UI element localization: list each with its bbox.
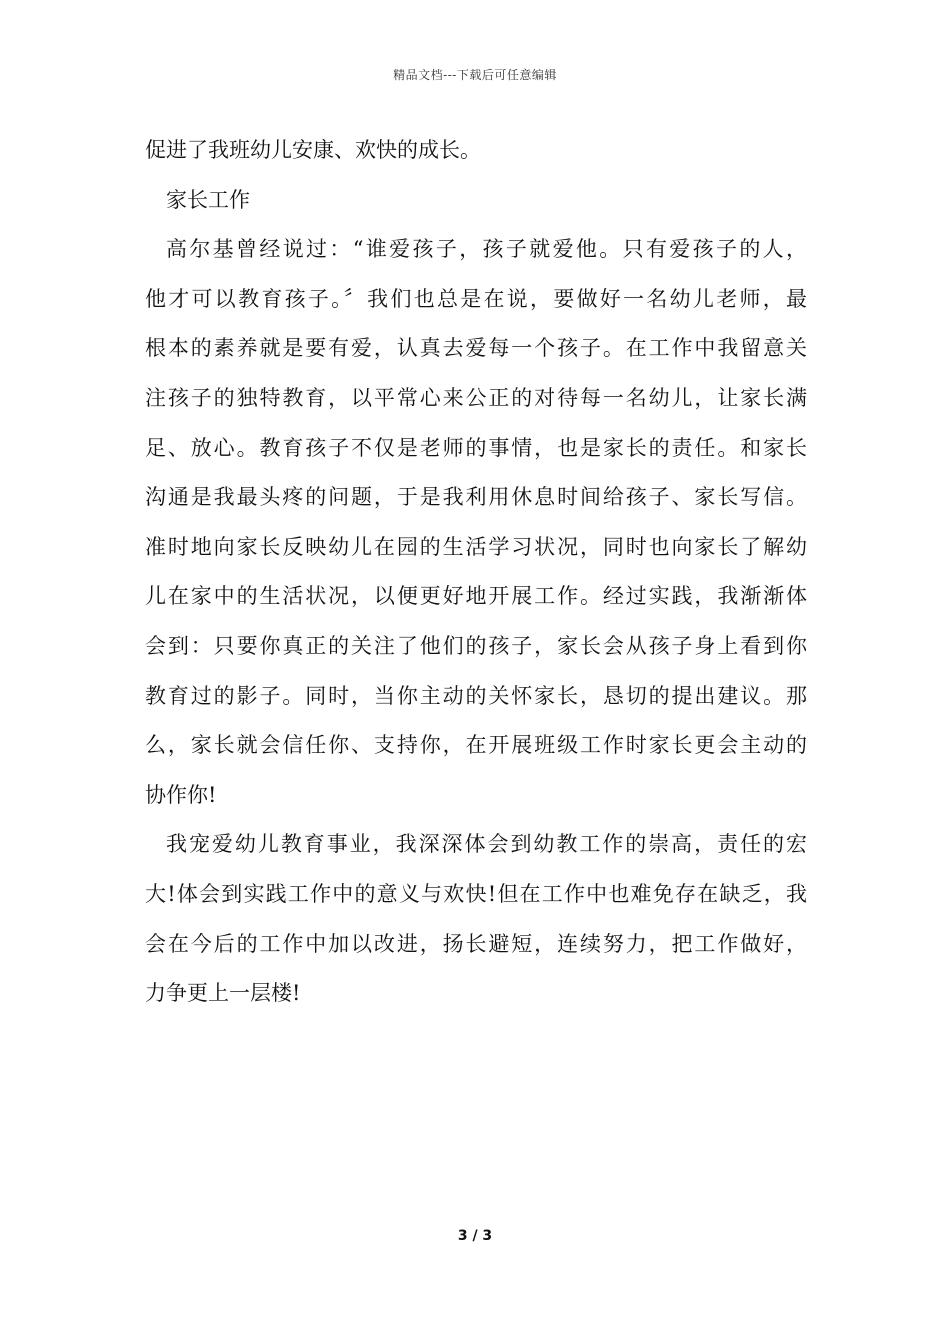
text-line: 促进了我班幼儿安康、欢快的成长。 — [145, 138, 481, 162]
text-line: 么，家长就会信任你、支持你，在开展班级工作时家长更会主动的 — [145, 733, 807, 758]
text-line: 大!体会到实践工作中的意义与欢快!但在工作中也难免存在缺乏，我 — [145, 881, 807, 906]
text-line: 注孩子的独特教育，以平常心来公正的对待每一名幼儿，让家长满 — [145, 385, 807, 410]
text-line: 足、放心。教育孩子不仅是老师的事情，也是家长的责任。和家长 — [145, 435, 807, 460]
document-header: 精品文档---下载后可任意编辑 — [393, 68, 557, 82]
text-line: 教育过的影子。同时，当你主动的关怀家长，恳切的提出建议。那 — [145, 683, 807, 708]
text-line: 协作你! — [145, 782, 217, 807]
page-number: 3 / 3 — [457, 1228, 493, 1244]
text-line: 会在今后的工作中加以改进，扬长避短，连续努力，把工作做好， — [145, 931, 807, 956]
text-line: 他才可以教育孩子。〞我们也总是在说，要做好一名幼儿老师，最 — [145, 286, 807, 311]
section-heading — [145, 176, 807, 226]
document-body — [145, 126, 807, 1019]
text-line: 高尔基曾经说过：“谁爱孩子，孩子就爱他。只有爱孩子的人， — [166, 237, 807, 262]
paragraph-conclusion — [145, 820, 807, 1018]
text-line: 儿在家中的生活状况，以便更好地开展工作。经过实践，我渐渐体 — [145, 584, 807, 609]
paragraph-parent-work — [145, 225, 807, 820]
text-line: 根本的素养就是要有爱，认真去爱每一个孩子。在工作中我留意关 — [145, 336, 807, 361]
heading-text: 家长工作 — [166, 187, 250, 212]
text-line: 力争更上一层楼! — [145, 981, 301, 1006]
text-line: 准时地向家长反映幼儿在园的生活学习状况，同时也向家长了解幼 — [145, 534, 807, 559]
text-line: 会到：只要你真正的关注了他们的孩子，家长会从孩子身上看到你 — [145, 633, 807, 658]
text-line: 沟通是我最头疼的问题，于是我利用休息时间给孩子、家长写信。 — [145, 485, 807, 510]
paragraph-intro — [145, 126, 807, 176]
text-line: 我宠爱幼儿教育事业，我深深体会到幼教工作的崇高，责任的宏 — [166, 832, 807, 857]
